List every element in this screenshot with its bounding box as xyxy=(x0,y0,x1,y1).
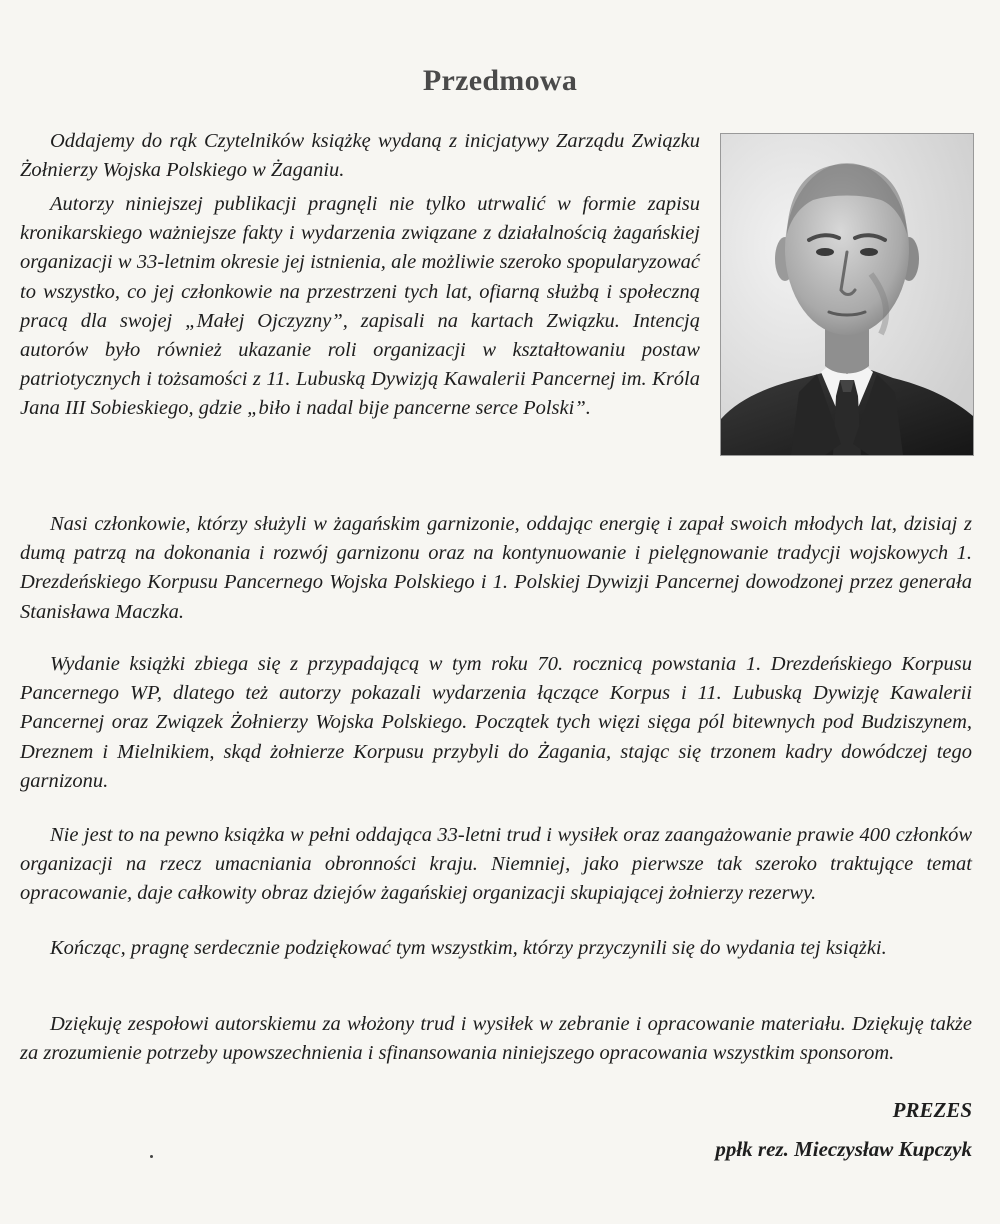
paragraph-scope: Nie jest to na pewno książka w pełni oddająca 33-letni trud i wysiłek oraz zaangażowanie prawie 400 członków organizacji na rzecz umacniania obronności kraju. Niemniej, jako pierwsze tak szeroko traktujące temat opracowanie, daje całkowity obraz dziejów żagańskiej organizacji skupiającej żołnierzy rezerwy. xyxy=(20,824,972,905)
paragraph-intro: Oddajemy do rąk Czytelników książkę wydaną z inicjatywy Zarządu Związku Żołnierzy Wojska Polskiego w Żaganiu. xyxy=(20,130,700,182)
signature-name: ppłk rez. Mieczysław Kupczyk xyxy=(715,1137,972,1161)
portrait-photo xyxy=(720,133,974,456)
paragraph-authors: Autorzy niniejszej publikacji pragnęli nie tylko utrwalić w formie zapisu kronikarskiego ważniejsze fakty i wydarzenia związane z działalnością żagańskiej organizacji w 33-letnim okresie jej istnienia, ale możliwie szeroko spopularyzować to wszystko, co jej członkowie na przestrzeni tych lat, ofiarną służbą i społeczną pracą dla swojej „Małej Ojczyzny”, zapisali na kartach Związku. Intencją autorów było również ukazanie roli organizacji w kształtowaniu postaw patriotycznych i tożsamości z 11. Lubuską Dywizją Kawalerii Pancernej im. Króla Jana III Sobieskiego, gdzie „biło i nadal bije pancerne serce Polski”. xyxy=(20,193,700,420)
paragraph-members: Nasi członkowie, którzy służyli w żagańskim garnizonie, oddając energię i zapał swoich młodych lat, dzisiaj z dumą patrzą na dokonania i rozwój garnizonu oraz na kontynuowanie i pielęgnowanie tradycji wojskowych 1. Drezdeńskiego Korpusu Pancernego Wojska Polskiego i 1. Polskiej Dywizji Pancernej dowodzonej przez generała Stanisława Maczka. xyxy=(20,513,972,623)
signature-role: PREZES xyxy=(892,1098,972,1122)
paragraph-thanks: Kończąc, pragnę serdecznie podziękować tym wszystkim, którzy przyczynili się do wydania tej książki. xyxy=(50,937,887,959)
paragraph-thanks-team: Dziękuję zespołowi autorskiemu za włożony trud i wysiłek w zebranie i opracowanie materiału. Dziękuję także za zrozumienie potrzeby upowszechnienia i sfinansowania niniejszego opracowania wszystkim sponsorom. xyxy=(20,1013,972,1065)
page-title: Przedmowa xyxy=(422,64,578,97)
paragraph-anniversary: Wydanie książki zbiega się z przypadającą w tym roku 70. rocznicą powstania 1. Drezdeńskiego Korpusu Pancernego WP, dlatego też autorzy pokazali wydarzenia łączące Korpus i 11. Lubuską Dywizję Kawalerii Pancernej oraz Związek Żołnierzy Wojska Polskiego. Początek tych więzi sięga pól bitewnych pod Budziszynem, Dreznem i Mielnikiem, skąd żołnierze Korpusu przybyli do Żagania, stając się trzonem kadry dowódczej tego garnizonu. xyxy=(20,653,972,792)
portrait-illustration xyxy=(721,134,973,455)
scan-speck xyxy=(150,1155,153,1158)
